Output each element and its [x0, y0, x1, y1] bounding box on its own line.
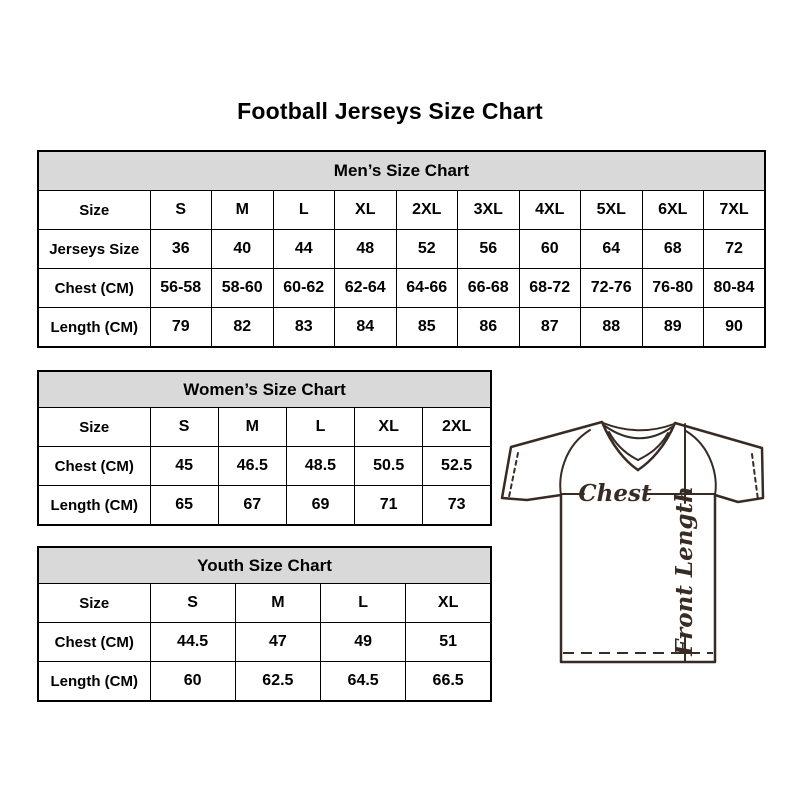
value-cell: 48.5	[286, 447, 354, 486]
value-cell: 69	[286, 486, 354, 526]
value-cell: 51	[406, 623, 491, 662]
row-label: Jerseys Size	[38, 230, 150, 269]
value-cell: 85	[396, 308, 458, 348]
chest-label: Chest	[578, 480, 652, 507]
value-cell: 6XL	[642, 191, 704, 230]
value-cell: 66.5	[406, 662, 491, 702]
value-cell: 44.5	[150, 623, 235, 662]
value-cell: 56	[458, 230, 520, 269]
value-cell: 3XL	[458, 191, 520, 230]
value-cell: 87	[519, 308, 581, 348]
value-cell: 48	[335, 230, 397, 269]
value-cell: 82	[212, 308, 274, 348]
value-cell: L	[273, 191, 335, 230]
value-cell: XL	[355, 408, 423, 447]
table-header-row	[38, 151, 765, 191]
value-cell: 52	[396, 230, 458, 269]
row-label: Length (CM)	[38, 486, 150, 526]
row-label: Size	[38, 408, 150, 447]
value-cell: S	[150, 584, 235, 623]
value-cell: 84	[335, 308, 397, 348]
value-cell: 68	[642, 230, 704, 269]
value-cell: M	[235, 584, 320, 623]
value-cell: 2XL	[396, 191, 458, 230]
row-label: Length (CM)	[38, 662, 150, 702]
value-cell: 5XL	[581, 191, 643, 230]
value-cell: 67	[218, 486, 286, 526]
value-cell: S	[150, 191, 212, 230]
value-cell: 56-58	[150, 269, 212, 308]
table-row	[38, 230, 765, 269]
value-cell: 50.5	[355, 447, 423, 486]
womens-size-table	[37, 370, 492, 526]
value-cell: 52.5	[423, 447, 491, 486]
youth-table-title: Youth Size Chart	[38, 547, 491, 584]
value-cell: 73	[423, 486, 491, 526]
value-cell: 58-60	[212, 269, 274, 308]
value-cell: 89	[642, 308, 704, 348]
table-row	[38, 447, 491, 486]
mens-size-table	[37, 150, 766, 348]
value-cell: 64.5	[321, 662, 406, 702]
jersey-diagram	[500, 402, 768, 674]
table-header-row	[38, 547, 491, 584]
value-cell: 79	[150, 308, 212, 348]
value-cell: 72-76	[581, 269, 643, 308]
womens-table-title: Women’s Size Chart	[38, 371, 491, 408]
value-cell: 65	[150, 486, 218, 526]
table-row	[38, 269, 765, 308]
table-row	[38, 308, 765, 348]
value-cell: L	[286, 408, 354, 447]
value-cell: 44	[273, 230, 335, 269]
row-label: Size	[38, 584, 150, 623]
value-cell: 66-68	[458, 269, 520, 308]
table-row	[38, 486, 491, 526]
value-cell: 46.5	[218, 447, 286, 486]
value-cell: S	[150, 408, 218, 447]
value-cell: 88	[581, 308, 643, 348]
value-cell: 62-64	[335, 269, 397, 308]
page-title: Football Jerseys Size Chart	[237, 98, 543, 124]
table-row	[38, 623, 491, 662]
value-cell: 60-62	[273, 269, 335, 308]
value-cell: M	[212, 191, 274, 230]
value-cell: 36	[150, 230, 212, 269]
value-cell: M	[218, 408, 286, 447]
value-cell: 64-66	[396, 269, 458, 308]
row-label: Chest (CM)	[38, 269, 150, 308]
jersey-collar	[602, 422, 675, 470]
value-cell: 47	[235, 623, 320, 662]
table-row	[38, 584, 491, 623]
value-cell: XL	[406, 584, 491, 623]
value-cell: 80-84	[704, 269, 766, 308]
mens-table-title: Men’s Size Chart	[38, 151, 765, 191]
youth-size-table	[37, 546, 492, 702]
value-cell: 72	[704, 230, 766, 269]
table-header-row	[38, 371, 491, 408]
value-cell: 62.5	[235, 662, 320, 702]
value-cell: 60	[519, 230, 581, 269]
value-cell: 45	[150, 447, 218, 486]
row-label: Chest (CM)	[38, 447, 150, 486]
value-cell: 7XL	[704, 191, 766, 230]
value-cell: 2XL	[423, 408, 491, 447]
value-cell: 60	[150, 662, 235, 702]
row-label: Length (CM)	[38, 308, 150, 348]
value-cell: 71	[355, 486, 423, 526]
value-cell: 68-72	[519, 269, 581, 308]
table-row	[38, 662, 491, 702]
row-label: Size	[38, 191, 150, 230]
value-cell: 83	[273, 308, 335, 348]
value-cell: 76-80	[642, 269, 704, 308]
front-length-label: Front Length	[671, 486, 698, 656]
value-cell: 4XL	[519, 191, 581, 230]
value-cell: 86	[458, 308, 520, 348]
value-cell: 90	[704, 308, 766, 348]
value-cell: 64	[581, 230, 643, 269]
value-cell: 40	[212, 230, 274, 269]
table-row	[38, 408, 491, 447]
value-cell: 49	[321, 623, 406, 662]
row-label: Chest (CM)	[38, 623, 150, 662]
table-row	[38, 191, 765, 230]
value-cell: L	[321, 584, 406, 623]
value-cell: XL	[335, 191, 397, 230]
